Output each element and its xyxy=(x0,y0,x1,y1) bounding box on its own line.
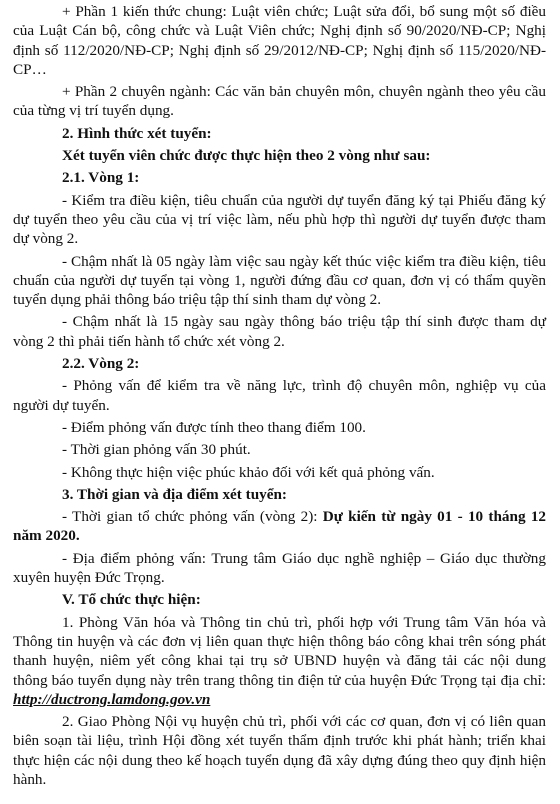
paragraph-to-chuc-1 xyxy=(13,613,546,709)
paragraph-vong2-b: - Điểm phỏng vấn được tính theo thang điểm 100. xyxy=(62,418,366,436)
to-chuc-1-text: 1. Phòng Văn hóa và Thông tin chủ trì, phối hợp với Trung tâm Văn hóa và Thông tin huyện và các đơn vị liên quan thực hiện thông báo công khai trên sóng phát thanh huyện, niêm yết công khai tại trụ sở UBND huyện và đăng tải các nội dung thông báo tuyển dụng này trên trang thông tin điện tử của huyện Đức Trọng tại địa chỉ: xyxy=(13,613,546,689)
paragraph-vong1-c: - Chậm nhất là 15 ngày sau ngày thông báo triệu tập thí sinh được tham dự vòng 2 thì phải tiến hành tổ chức xét vòng 2. xyxy=(13,313,546,350)
heading-xet-tuyen: Xét tuyển viên chức được thực hiện theo 2 vòng như sau: xyxy=(62,147,431,165)
paragraph-thoi-gian xyxy=(13,507,546,546)
thoi-gian-prefix: - Thời gian tổ chức phỏng vấn (vòng 2): xyxy=(62,508,323,526)
paragraph-to-chuc-2: 2. Giao Phòng Nội vụ huyện chủ trì, phối với các cơ quan, đơn vị có liên quan biên soạn tài liệu, trình Hội đồng xét tuyển thẩm định trước khi phát hành; triển khai thực hiện các nội dung theo kế hoạch tuyển dụng đã xây dựng đúng theo quy định hiện hành. xyxy=(13,713,546,788)
paragraph-part2: + Phần 2 chuyên ngành: Các văn bản chuyên môn, chuyên ngành theo yêu cầu của từng vị trí tuyển dụng. xyxy=(13,83,546,120)
heading-hinh-thuc: 2. Hình thức xét tuyển: xyxy=(62,124,212,142)
heading-vong-1: 2.1. Vòng 1: xyxy=(62,169,140,187)
heading-thoi-gian: 3. Thời gian và địa điểm xét tuyển: xyxy=(62,485,287,503)
paragraph-part1: + Phần 1 kiến thức chung: Luật viên chức; Luật sửa đổi, bổ sung một số điều của Luật Cán bộ, công chức và Luật Viên chức; Nghị định số 90/2020/NĐ-CP; Nghị định số 112/2020/NĐ-CP; Nghị định số 29/2012/NĐ-CP; Nghị định số 115/2020/NĐ-CP… xyxy=(13,3,546,78)
thoi-gian-bold: Dự kiến từ ngày 01 - 10 tháng 12 năm 2020. xyxy=(13,508,547,545)
website-link[interactable]: http://ductrong.lamdong.gov.vn xyxy=(13,690,211,708)
paragraph-vong2-c: - Thời gian phỏng vấn 30 phút. xyxy=(62,441,251,459)
paragraph-dia-diem: - Địa điểm phỏng vấn: Trung tâm Giáo dục nghề nghiệp – Giáo dục thường xuyên huyện Đức Trọng. xyxy=(13,549,546,587)
paragraph-vong2-d: - Không thực hiện việc phúc khảo đối với kết quả phỏng vấn. xyxy=(62,463,435,481)
heading-vong-2: 2.2. Vòng 2: xyxy=(62,355,140,373)
heading-to-chuc: V. Tổ chức thực hiện: xyxy=(62,591,201,609)
paragraph-vong2-a: - Phỏng vấn để kiểm tra về năng lực, trình độ chuyên môn, nghiệp vụ của người dự tuyển. xyxy=(13,377,546,414)
paragraph-vong1-b: - Chậm nhất là 05 ngày làm việc sau ngày kết thúc việc kiểm tra điều kiện, tiêu chuẩn của người dự tuyển tại vòng 1, người đứng đầu cơ quan, đơn vị có thẩm quyền tuyển dụng phải thông báo triệu tập thí sinh tham dự vòng 2. xyxy=(13,252,546,309)
paragraph-vong1-a: - Kiểm tra điều kiện, tiêu chuẩn của người dự tuyển đăng ký tại Phiếu đăng ký dự tuyển theo yêu cầu của vị trí việc làm, nếu phù hợp thì người dự tuyển được tham dự vòng 2. xyxy=(13,191,546,248)
